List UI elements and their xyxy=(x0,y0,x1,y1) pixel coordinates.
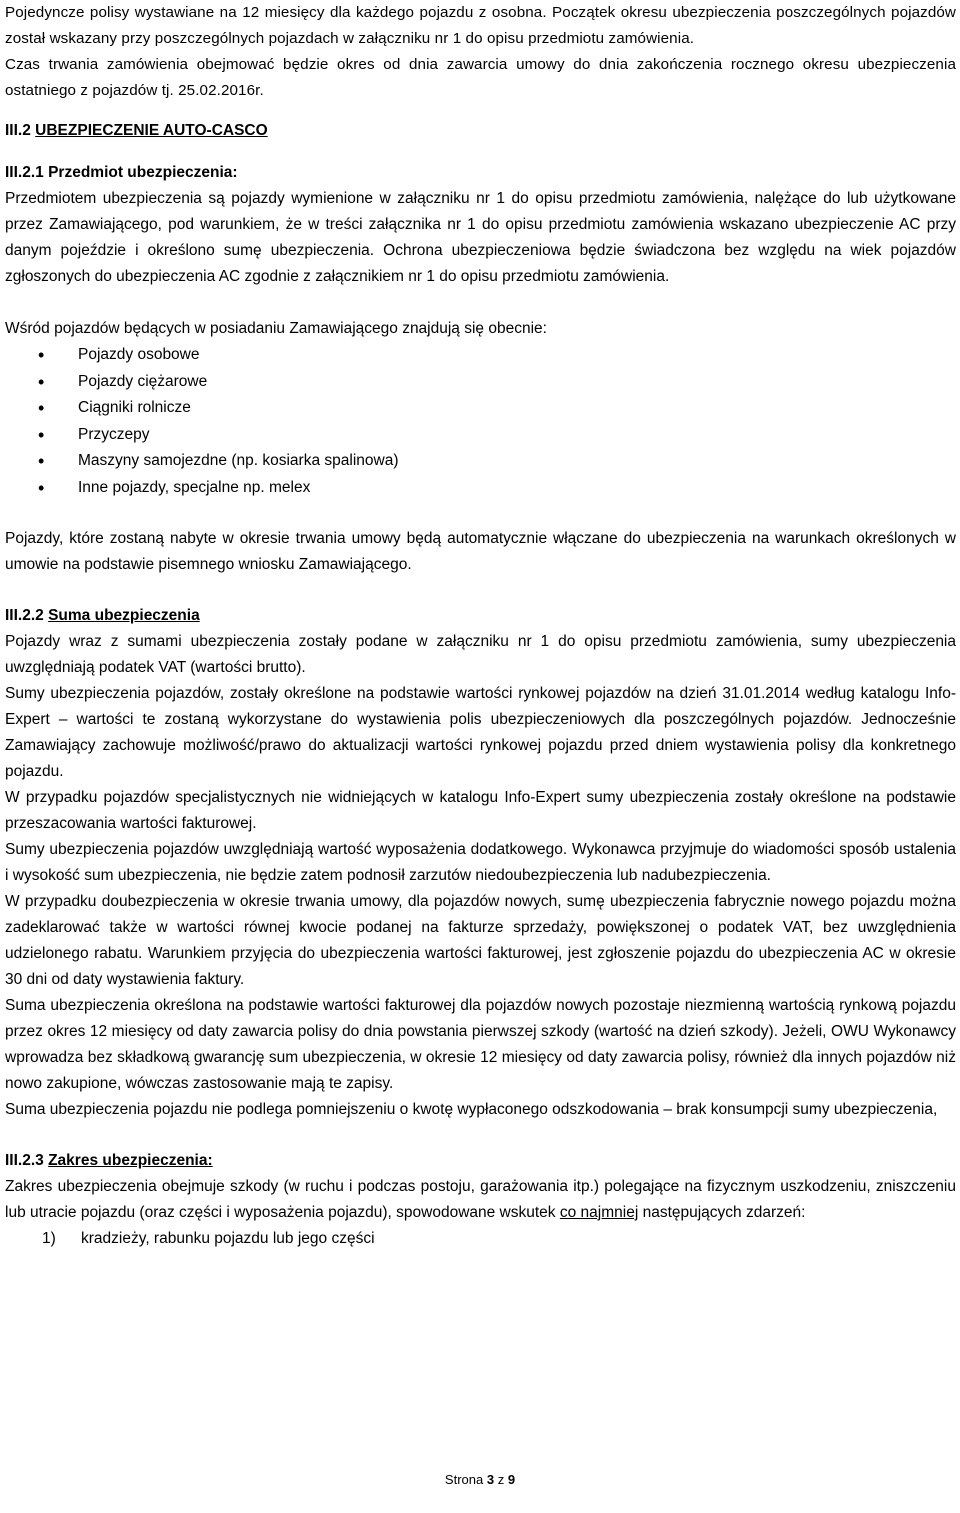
intro-paragraph-1: Pojedyncze polisy wystawiane na 12 miesięcy dla każdego pojazdu z osobna. Początek okresu ubezpieczenia poszczególnych pojazdów został wskazany przy poszczególnych pojazdach w załączniku nr 1 do opisu przedmiotu zamówienia. xyxy=(5,4,956,47)
text-run: Zakres ubezpieczenia obejmuje szkody (w ruchu i podczas postoju, garażowania itp.) polegające na fizycznym uszkodzeniu, zniszczeniu lub utracie pojazdu (oraz części i wyposażenia pojazdu), spowodowane wskutek xyxy=(5,1178,956,1221)
section-3-2-2-paragraph: W przypadku doubezpieczenia w okresie trwania umowy, dla pojazdów nowych, sumę ubezpieczenia fabrycznie nowego pojazdu można zadeklarować także w wartości równej kwocie podanej na fakturze sprzedaży, powiększonej o podatek VAT, bez uwzględnienia udzielonego rabatu. Warunkiem przyjęcia do ubezpieczenia wartości fakturowej, jest zgłoszenie pojazdu do ubezpieczenia AC w okresie 30 dni od daty wystawienia faktury. xyxy=(5,893,956,988)
list-item: • Przyczepy xyxy=(5,422,956,449)
vehicle-type-list xyxy=(5,342,956,501)
vehicle-list-intro: Wśród pojazdów będących w posiadaniu Zamawiającego znajdują się obecnie: xyxy=(5,320,547,337)
section-heading-3-2-2 xyxy=(5,603,956,629)
list-item-text: kradzieży, rabunku pojazdu lub jego części xyxy=(81,1230,375,1247)
list-item: • Pojazdy ciężarowe xyxy=(5,369,956,396)
section-3-2-2-paragraph: Sumy ubezpieczenia pojazdów, zostały określone na podstawie wartości rynkowej pojazdów na dzień 31.01.2014 według katalogu Info-Expert – wartości te zostaną wykorzystane do wystawienia polis ubezpieczeniowych dla poszczególnych pojazdów. Jednocześnie Zamawiający zachowuje możliwość/prawo do aktualizacji wartości rynkowej pojazdu przed dniem wystawienia polisy dla konkretnego pojazdu. xyxy=(5,685,956,780)
list-item: • Maszyny samojezdne (np. kosiarka spalinowa) xyxy=(5,448,956,475)
section-3-2-2-paragraph: Suma ubezpieczenia określona na podstawie wartości fakturowej dla pojazdów nowych pozostaje niezmienną wartością rynkową pojazdu przez okres 12 miesięcy od daty zawarcia polisy do dnia powstania pierwszej szkody (wartość na dzień szkody). Jeżeli, OWU Wykonawcy wprowadza bez składkową gwarancję sum ubezpieczenia, w okresie 12 miesięcy od daty zawarcia polisy, również dla innych pojazdów niż nowo zakupione, wówczas zastosowanie mają te zapisy. xyxy=(5,997,956,1092)
section-3-2-2-paragraph: Sumy ubezpieczenia pojazdów uwzględniają wartość wyposażenia dodatkowego. Wykonawca przyjmuje do wiadomości sposób ustalenia i wysokość sum ubezpieczenia, nie będzie zatem podnosił zarzutów niedoubezpieczenia lub nadubezpieczenia. xyxy=(5,841,956,884)
section-title: Zakres ubezpieczenia: xyxy=(48,1152,213,1169)
document-page xyxy=(5,0,956,1252)
section-3-2-3-paragraph xyxy=(5,1174,956,1226)
section-3-2-2-paragraph: W przypadku pojazdów specjalistycznych nie widniejących w katalogu Info-Expert sumy ubezpieczenia zostały określone na podstawie przeszacowania wartości fakturowej. xyxy=(5,789,956,832)
footer-total-pages: 9 xyxy=(507,1472,516,1487)
list-item: • Inne pojazdy, specjalne np. melex xyxy=(5,475,956,502)
section-number: III.2.3 xyxy=(5,1152,44,1169)
section-number: III.2.2 xyxy=(5,607,44,624)
section-title: Suma ubezpieczenia xyxy=(48,607,200,624)
section-title: UBEZPIECZENIE AUTO-CASCO xyxy=(35,122,268,139)
section-3-2-1-paragraph-2: Pojazdy, które zostaną nabyte w okresie trwania umowy będą automatycznie włączane do ubezpieczenia na warunkach określonych w umowie na podstawie pisemnego wniosku Zamawiającego. xyxy=(5,530,956,573)
list-item xyxy=(5,1226,956,1252)
intro-paragraph-2: Czas trwania zamówienia obejmować będzie okres od dnia zawarcia umowy do dnia zakończenia rocznego okresu ubezpieczenia ostatniego z pojazdów tj. 25.02.2016r. xyxy=(5,56,956,99)
section-heading-3-2-1: III.2.1 Przedmiot ubezpieczenia: xyxy=(5,164,238,181)
section-number: III.2 xyxy=(5,122,31,139)
section-heading-3-2-3 xyxy=(5,1148,956,1174)
section-heading-3-2 xyxy=(5,118,956,144)
list-item-number: 1) xyxy=(42,1230,56,1247)
footer-separator: z xyxy=(497,1472,505,1487)
list-item: • Pojazdy osobowe xyxy=(5,342,956,369)
section-3-2-1-paragraph-1: Przedmiotem ubezpieczenia są pojazdy wymienione w załączniku nr 1 do opisu przedmiotu zamówienia, nalężące do lub użytkowane przez Zamawiającego, pod warunkiem, że w treści załącznika nr 1 do opisu przedmiotu zamówienia wskazano ubezpieczenie AC przy danym pojeździe i określono sumę ubezpieczenia. Ochrona ubezpieczeniowa będzie świadczona bez względu na wiek pojazdów zgłoszonych do ubezpieczenia AC zgodnie z załącznikiem nr 1 do opisu przedmiotu zamówienia. xyxy=(5,190,956,285)
underlined-text: co najmniej xyxy=(559,1204,639,1221)
page-footer xyxy=(0,1470,960,1490)
event-list xyxy=(5,1226,956,1252)
footer-label: Strona xyxy=(444,1472,484,1487)
footer-current-page: 3 xyxy=(486,1472,495,1487)
text-run: następujących zdarzeń: xyxy=(638,1204,806,1221)
list-item: • Ciągniki rolnicze xyxy=(5,395,956,422)
section-3-2-2-paragraph: Pojazdy wraz z sumami ubezpieczenia zostały podane w załączniku nr 1 do opisu przedmiotu zamówienia, sumy ubezpieczenia uwzględniają podatek VAT (wartości brutto). xyxy=(5,633,956,676)
section-3-2-2-paragraph: Suma ubezpieczenia pojazdu nie podlega pomniejszeniu o kwotę wypłaconego odszkodowania – brak konsumpcji sumy ubezpieczenia, xyxy=(5,1101,938,1118)
